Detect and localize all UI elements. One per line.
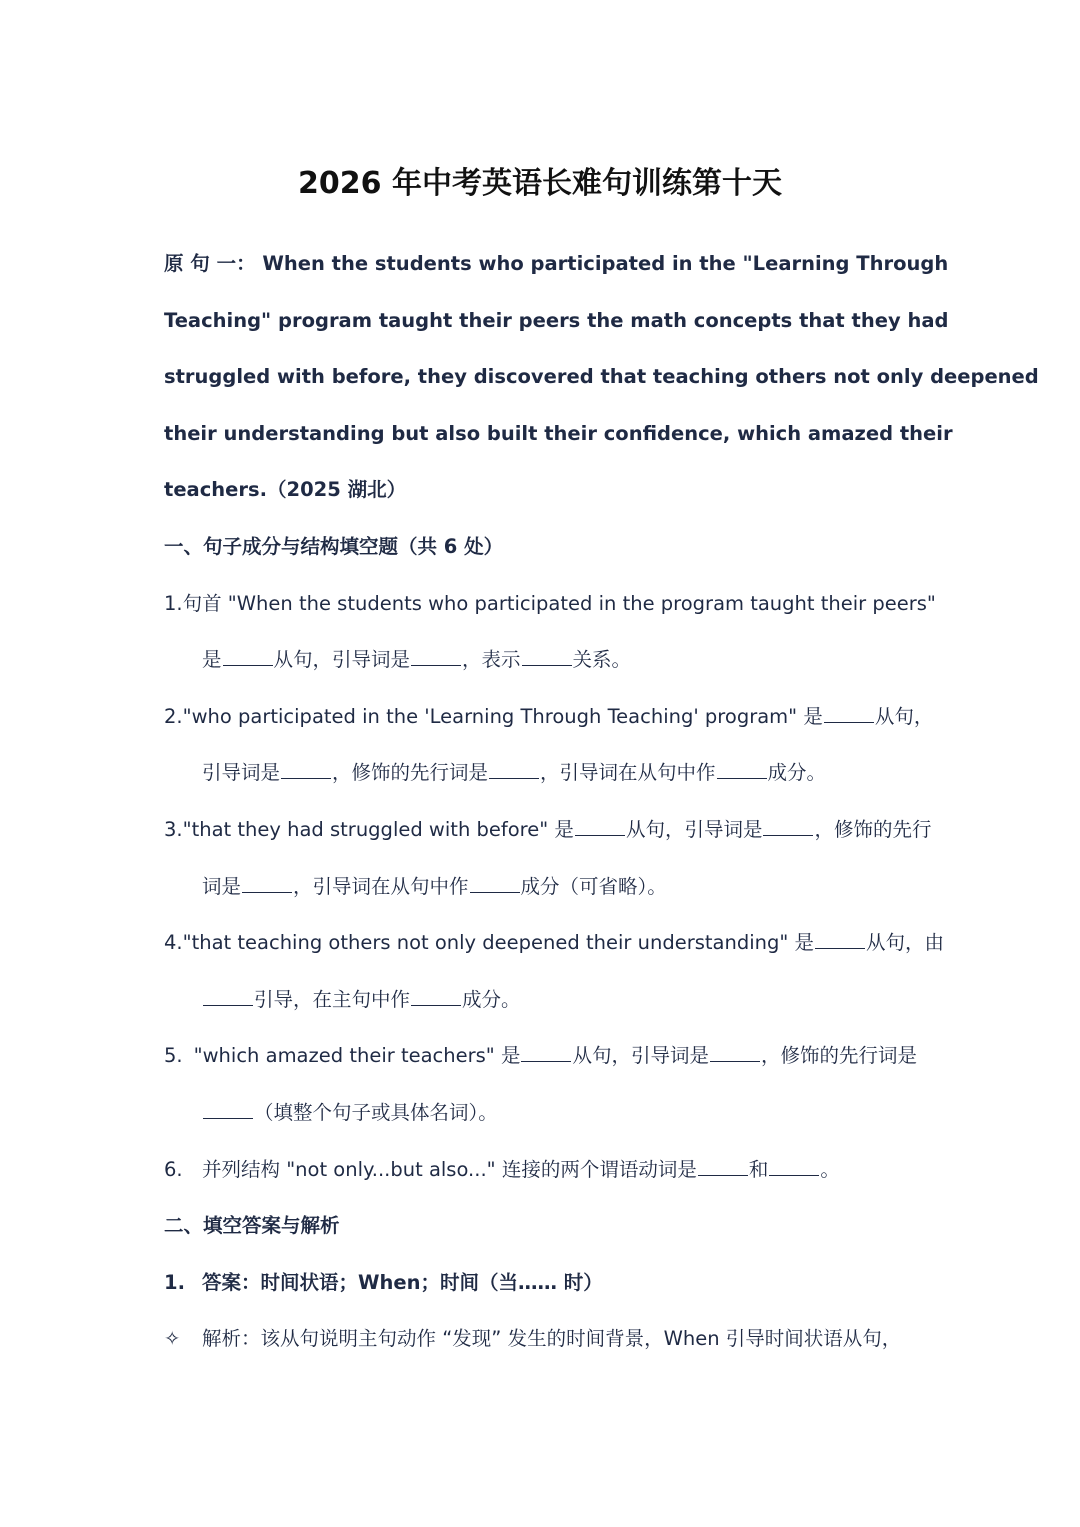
- fill-blank[interactable]: [710, 1045, 760, 1062]
- fill-blank[interactable]: [223, 649, 273, 666]
- question-text: "which amazed their teachers" 是: [193, 1044, 521, 1068]
- fill-blank[interactable]: [470, 876, 520, 893]
- analysis-item-1: [164, 1311, 917, 1368]
- question-text: "who participated in the 'Learning Through Teaching' program" 是: [182, 704, 823, 728]
- question-number: 2.: [164, 704, 183, 728]
- original-sentence-line-1: [164, 236, 949, 293]
- question-text: "that they had struggled with before" 是: [182, 817, 574, 841]
- fill-blank[interactable]: [521, 1045, 571, 1062]
- answer-item-1: [164, 1255, 917, 1312]
- original-sentence-line-4: their understanding but also built their confidence, which amazed their: [164, 421, 953, 445]
- section-2-heading: 二、填空答案与解析: [164, 1214, 340, 1238]
- question-text: ，修饰的先行词是: [760, 1044, 917, 1068]
- question-text: 成分。: [462, 987, 521, 1011]
- question-text: 成分（可省略）。: [520, 874, 667, 898]
- fill-blank[interactable]: [824, 706, 874, 723]
- question-text-line: [202, 1142, 917, 1199]
- question-item-4-line-2: [164, 972, 917, 1029]
- question-item-3-line-2: [164, 859, 917, 916]
- question-text-line: [183, 915, 944, 972]
- question-item-1-line-2: [164, 632, 917, 689]
- fill-blank[interactable]: [203, 989, 253, 1006]
- fill-blank[interactable]: [203, 1102, 253, 1119]
- sparkle-bullet-icon: ✧: [164, 1327, 181, 1351]
- question-text: 是: [202, 648, 222, 672]
- question-text: 从句，由: [866, 931, 945, 955]
- question-text: 。: [820, 1157, 840, 1181]
- question-text: ，修饰的先行: [814, 817, 932, 841]
- question-text-line: [183, 689, 934, 746]
- question-text: 从句，引导词是: [273, 648, 411, 672]
- fill-blank[interactable]: [411, 649, 461, 666]
- answer-number: 1.: [164, 1270, 185, 1294]
- question-number: 5.: [164, 1044, 183, 1068]
- question-text: 并列结构 "not only...but also..." 连接的两个谓语动词是: [202, 1157, 697, 1181]
- fill-blank[interactable]: [815, 932, 865, 949]
- question-item-6: [164, 1142, 917, 1199]
- question-text: 成分。: [767, 761, 827, 785]
- original-sentence-line-5: teachers.（2025 湖北）: [164, 478, 407, 502]
- answer-text: 答案：时间状语；When；时间（当…… 时）: [202, 1270, 603, 1294]
- question-text: ，表示: [462, 648, 521, 672]
- question-item-2: [164, 689, 934, 746]
- fill-blank[interactable]: [769, 1159, 819, 1176]
- question-text: 从句，引导词是: [625, 817, 763, 841]
- fill-blank[interactable]: [575, 819, 625, 836]
- question-item-5: [164, 1028, 917, 1085]
- original-sentence-label: 原 句 一：: [164, 252, 256, 275]
- question-text: 引导词是: [202, 761, 281, 785]
- question-item-4: [164, 915, 945, 972]
- question-text-line: [194, 1028, 917, 1085]
- fill-blank[interactable]: [281, 762, 331, 779]
- original-sentence-line-2: Teaching" program taught their peers the math concepts that they had: [164, 308, 949, 332]
- question-text: ，修饰的先行词是: [332, 761, 489, 785]
- question-text: 词是: [202, 874, 242, 898]
- question-number: 1.: [164, 591, 183, 615]
- question-number: 4.: [164, 931, 183, 955]
- question-text: 从句，: [874, 704, 934, 728]
- document-body: [164, 236, 1039, 1368]
- fill-blank[interactable]: [411, 989, 461, 1006]
- question-text: （填整个句子或具体名词）。: [254, 1100, 498, 1124]
- section-1-heading: 一、句子成分与结构填空题（共 6 处）: [164, 534, 504, 558]
- question-text: "that teaching others not only deepened their understanding" 是: [182, 931, 815, 955]
- question-text: 引导，在主句中作: [254, 987, 411, 1011]
- question-item-3: [164, 802, 932, 859]
- fill-blank[interactable]: [522, 649, 572, 666]
- question-text-line: [183, 802, 932, 859]
- question-text: 句首 "When the students who participated in the program taught their peers": [182, 591, 936, 615]
- fill-blank[interactable]: [698, 1159, 748, 1176]
- original-sentence-text: When the students who participated in the "Learning Through: [262, 252, 949, 275]
- question-text: 和: [748, 1157, 769, 1181]
- fill-blank[interactable]: [717, 762, 767, 779]
- question-text: ，引导词在从句中作: [540, 761, 716, 785]
- question-item-2-line-2: [164, 745, 917, 802]
- fill-blank[interactable]: [763, 819, 813, 836]
- question-number: 3.: [164, 817, 183, 841]
- question-text: 关系。: [572, 648, 632, 672]
- question-item-1: [164, 576, 936, 633]
- document-title: 2026 年中考英语长难句训练第十天: [298, 166, 782, 201]
- question-number: 6.: [164, 1157, 183, 1181]
- question-text: ，引导词在从句中作: [293, 874, 469, 898]
- question-item-5-line-2: [164, 1085, 917, 1142]
- original-sentence-line-3: struggled with before, they discovered that teaching others not only deepened: [164, 365, 1039, 389]
- fill-blank[interactable]: [489, 762, 539, 779]
- analysis-text: 解析：该从句说明主句动作 “发现” 发生的时间背景，When 引导时间状语从句，: [202, 1327, 902, 1351]
- fill-blank[interactable]: [242, 876, 292, 893]
- question-text: 从句，引导词是: [572, 1044, 709, 1068]
